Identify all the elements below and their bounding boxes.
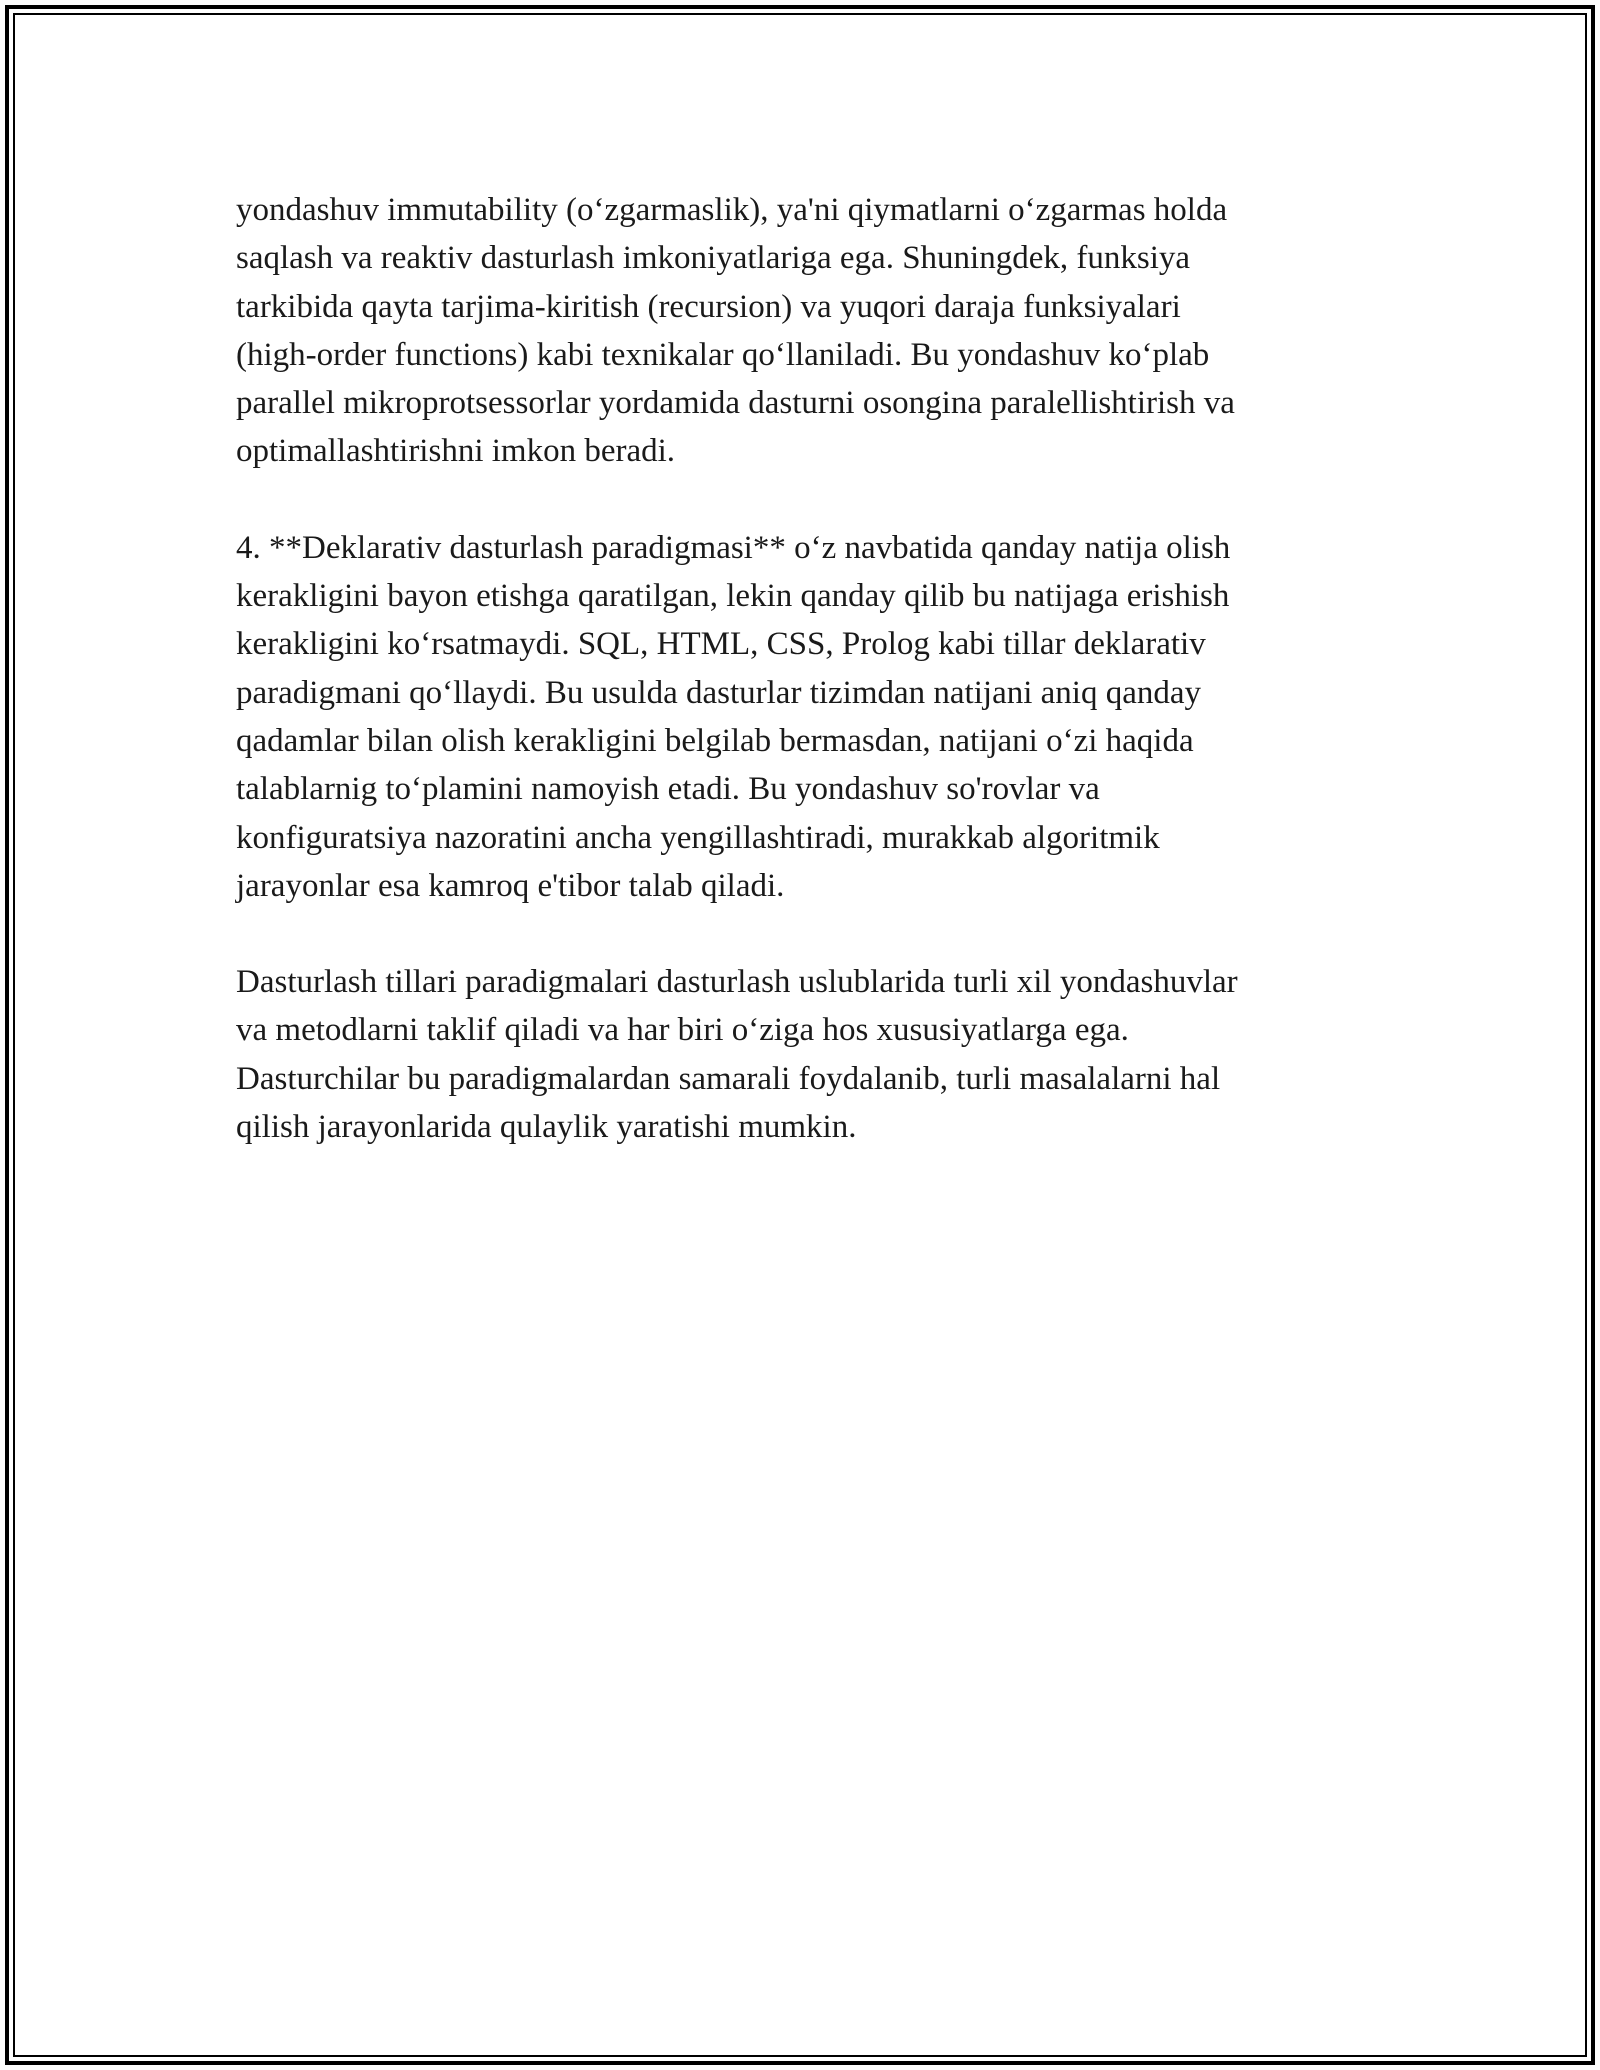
paragraph-conclusion: Dasturlash tillari paradigmalari dasturlash uslublarida turli xil yondashuvlar va metodlarni taklif qiladi va har biri oʻziga hos xususiyatlarga ega. Dasturchilar bu paradigmalardan samarali foydalanib, turli masalalarni hal qilish jarayonlarida qulaylik yaratishi mumkin. bbox=[236, 964, 1238, 1146]
document-body bbox=[236, 186, 1376, 1199]
paragraph-declarative-paradigm: 4. **Deklarativ dasturlash paradigmasi** oʻz navbatida qanday natija olish kerakligini bayon etishga qaratilgan, lekin qanday qilib bu natijaga erishish kerakligini koʻrsatmaydi. SQL, HTML, CSS, Prolog kabi tillar deklarativ paradigmani qoʻllaydi. Bu usulda dasturlar tizimdan natijani aniq qanday qadamlar bilan olish kerakligini belgilab bermasdan, natijani oʻzi haqida talablarnig toʻplamini namoyish etadi. Bu yondashuv so'rovlar va konfiguratsiya nazoratini ancha yengillashtiradi, murakkab algoritmik jarayonlar esa kamroq e'tibor talab qiladi. bbox=[236, 529, 1231, 904]
paragraph-functional-continued: yondashuv immutability (oʻzgarmaslik), ya'ni qiymatlarni oʻzgarmas holda saqlash va reaktiv dasturlash imkoniyatlariga ega. Shuningdek, funksiya tarkibida qayta tarjima-kiritish (recursion) va yuqori daraja funksiyalari (high-order functions) kabi texnikalar qoʻllaniladi. Bu yondashuv koʻplab parallel mikroprotsessorlar yordamida dasturni osongina paralellishtirish va optimallashtirishni imkon beradi. bbox=[236, 192, 1235, 470]
